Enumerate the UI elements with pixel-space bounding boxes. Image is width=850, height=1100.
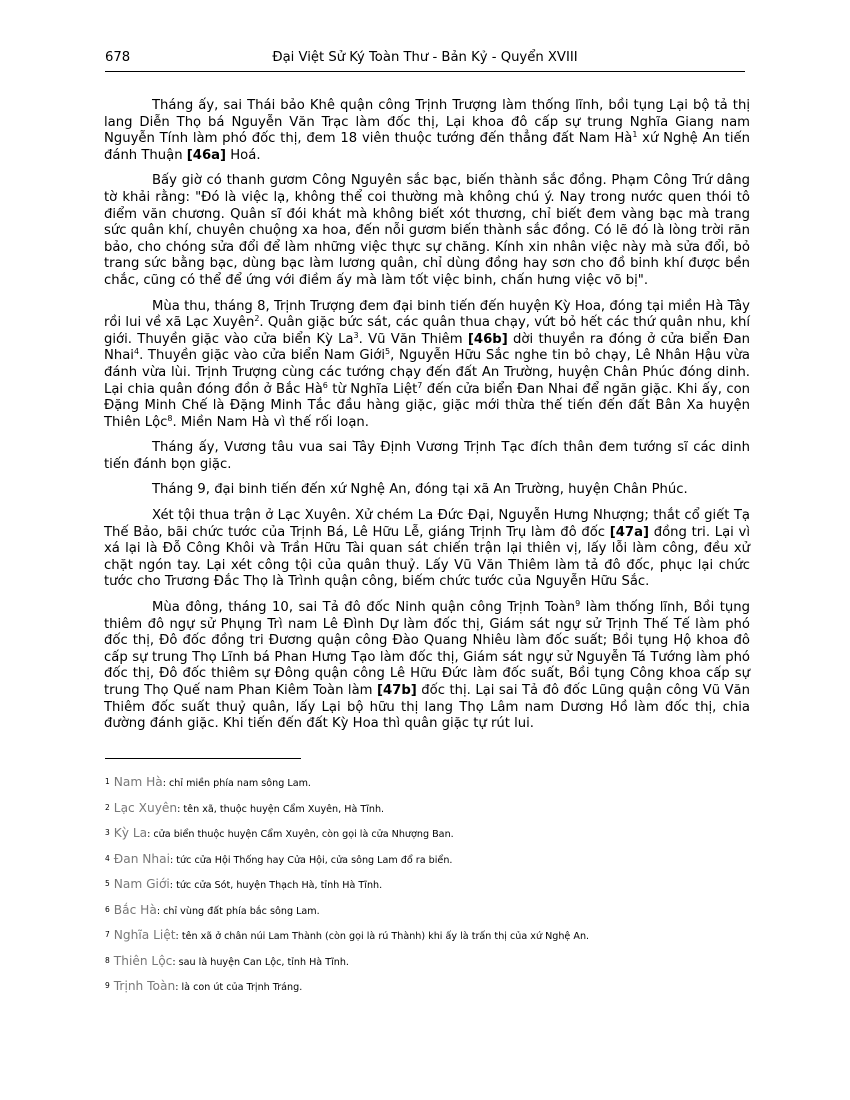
text-run: làm thống lĩnh, Bồi tụng thiêm đô ngự sử Phụng Trì nam Lê Đình Dự làm đốc thị, Giám sát ngự sử Trịnh Thế Tế làm phó đốc thị, Đô đốc đồng tri Đương quận công Đào Quang Nhiêu làm đốc suất; Bồi tụng Hộ khoa đô cấp sự trung Thọ Lĩnh bá Phan Hưng Tạo làm đốc thị, Giám sát ngự sử Nguyễn Tá Tướng làm phó đốc thị, Đô đốc thiêm sự Đông quận công Lê Hữu Đức làm đốc suất, Bồi tụng Công khoa cấp sự trung Thọ Quế nam Phan Kiêm Toàn làm [104,600,750,698]
paragraph: Tháng 9, đại binh tiến đến xứ Nghệ An, đóng tại xã An Trường, huyện Chân Phúc. [152,482,688,498]
footnote-term: Nam Hà [113,775,163,789]
footnote [105,775,745,801]
footnote [105,877,745,903]
text-run: Hoá. [226,147,261,163]
footnote-term: Thiên Lộc [113,953,173,968]
text-run: , Nguyễn Hữu Sắc nghe tin bỏ chạy, Lê Nhân Hậu vừa đánh vừa lùi. Trịnh Trượng cùng các tướng chạy đến đất An Trường, huyện Chân Phúc đóng dinh. Lại chia quân đóng đồn ở Bắc Hà [104,348,750,397]
footnote-number: 3 [105,828,110,837]
footnote-definition: : cửa biển thuộc huyện Cẩm Xuyên, còn gọi là cửa Nhượng Ban. [147,829,454,840]
footnote-number: 8 [105,955,110,965]
footnote-definition: : sau là huyện Can Lộc, tỉnh Hà Tĩnh. [172,956,349,968]
footnote-definition: : tên xã, thuộc huyện Cẩm Xuyên, Hà Tĩnh. [177,803,385,815]
paragraph: Tháng ấy, Vương tâu vua sai Tây Định Vương Trịnh Tạc đích thân đem tướng sĩ các dinh tiến đánh bọn giặc. [104,440,750,472]
page-reference: [47a] [609,524,650,540]
footnote-ref: 7 [417,380,423,390]
footnote-ref: 4 [133,347,140,357]
paragraph [104,600,750,733]
footnote-definition: : là con út của Trịnh Tráng. [175,982,303,993]
footnote-number: 1 [105,777,110,786]
footnote-term: Trịnh Toàn [113,979,176,993]
footnote-ref: 6 [322,380,328,390]
footnote-ref: 3 [353,330,359,340]
footnote [105,954,745,980]
page-header [105,49,745,72]
text-run: Mùa thu, tháng 8, Trịnh Trượng đem đại binh tiến đến huyện Kỳ Hoa, đóng tại miền Hà Tây rồi lui về xã Lạc Xuyên [104,298,750,331]
page-reference: [46b] [467,331,508,347]
paragraph [104,508,750,591]
paragraph [104,98,750,164]
footnote-number: 6 [105,904,110,914]
footnote-ref: 8 [167,413,173,423]
footnote-ref: 9 [575,599,581,609]
text-run: đốc thị. Lại sai Tả đô đốc Lũng quận công Vũ Văn Thiêm đốc suất thuỷ quân, lấy Lại bộ hữu thị lang Thọ Lâm nam Dương Hồ làm đốc thị, chia đường đánh giặc. Khi tiến đến đất Kỳ Hoa thì quân giặc tự rút lui. [104,683,750,732]
footnote-number: 5 [105,879,110,888]
footnote-term: Nghĩa Liệt [113,928,176,942]
footnote [105,826,745,852]
text-run: . Thuyền giặc vào cửa biển Nam Giới [139,348,385,364]
text-run: Mùa đông, tháng 10, sai Tả đô đốc Ninh quận công Trịnh Toàn [152,600,576,616]
text-run: xứ Nghệ An tiến đánh Thuận [104,131,750,163]
footnote [105,928,745,954]
footnote-number: 9 [105,981,110,990]
text-run: . Miền Nam Hà vì thế rối loạn. [172,414,369,430]
footnote-term: Đan Nhai [113,851,170,866]
footnote-ref: 2 [254,314,260,324]
footnote-term: Nam Giới [113,877,170,891]
footnote-ref: 5 [385,347,391,357]
footnote-separator [105,758,301,759]
running-title: Đại Việt Sử Ký Toàn Thư - Bản Kỷ - Quyển XVIII [272,50,578,65]
text-run: đến cửa biển Đan Nhai để ngăn giặc. Khi ấy, con Đặng Minh Chế là Đặng Minh Tắc đầu hàng giặc, giặc mới thừa thế tiến đến đất Bân Xa huyện Thiên Lộc [104,381,750,430]
footnote [105,979,745,1005]
footnote [105,903,745,929]
footnote-number: 2 [105,802,110,812]
text-run: Tháng ấy, sai Thái bảo Khê quận công Trịnh Trượng làm thống lĩnh, bồi tụng Lại bộ tả thị lang Diễn Thọ bá Nguyễn Văn Trạc làm đốc thị, Lại khoa đô cấp sự trung Nghĩa Giang nam Nguyễn Tính làm phó đốc thị, đem 18 viên thuộc tướng đến thẳng đất Nam Hà [104,98,750,147]
paragraph [104,299,750,432]
footnote-term: Lạc Xuyên [113,800,178,815]
footnote [105,852,745,878]
footnote-term: Bắc Hà [113,902,157,917]
text-run: dời thuyền ra đóng ở cửa biển Đan Nhai [104,331,751,364]
paragraph: Bấy giờ có thanh gươm Công Nguyên sắc bạc, biến thành sắc đồng. Phạm Công Trứ dâng tờ khải rằng: "Đó là việc lạ, không thể coi thường mà không chú ý. Nay trong nước quen thói tô điểm văn chương. Quân sĩ đói khát mà không biết xót thương, chỉ biết đem vàng bạc mà trang sức quân khí, chuyên chuộng xa hoa, đến nỗi gươm biến thành sắc đồng. Có lẽ đó là lòng trời răn bảo, cho chóng sửa đổi để làm những việc thực sự chăng. Kính xin nhân việc này mà sửa đổi, bỏ trang sức bằng bạc, dùng bạc làm lương quân, chỉ dùng đồng hay sơn cho đồ binh khí được bền chắc, cũng có thể để ứng với điềm ấy mà làm tốt việc binh, chấn hưng việc võ bị". [104,173,750,288]
footnote-term: Kỳ La [113,826,148,840]
text-run: đồng tri. Lại vì xá lại là Đỗ Công Khôi và Trần Hữu Tài quan sát chiến trận lại thiên vị, lấy lỗi làm công, đều xử chặt ngón tay. Lại xét công tội của quân thuỷ. Lấy Vũ Văn Thiêm làm tả đô đốc, phục lại chức tước cho Trương Đắc Thọ là Trình quận công, biếm chức tước của Nguyễn Hữu Sắc. [104,524,750,590]
text-run: . Vũ Văn Thiêm [358,331,468,347]
page-number: 678 [105,50,131,65]
text-run: từ Nghĩa Liệt [327,381,418,397]
footnote-definition: : chỉ vùng đất phía bắc sông Lam. [156,905,320,917]
body-text [104,98,750,742]
footnote-definition: : chỉ miền phía nam sông Lam. [162,778,311,789]
page-reference: [46a] [186,147,227,163]
footnote-definition: : tên xã ở chân núi Lam Thành (còn gọi là rú Thành) khi ấy là trấn thị của xứ Nghệ An. [175,931,590,942]
footnote-ref: 1 [632,130,638,140]
footnote-number: 7 [105,930,110,939]
footnote-number: 4 [105,853,110,863]
page-reference: [47b] [376,683,417,698]
text-run: Xét tội thua trận ở Lạc Xuyên. Xử chém La Đức Đại, Nguyễn Hưng Nhượng; thắt cổ giết Tạ Thế Bảo, bãi chức tước của Trịnh Bá, Lê Hữu Lễ, giáng Trịnh Trụ làm đô đốc [104,508,750,540]
footnote-definition: : tức cửa Sót, huyện Thạch Hà, tỉnh Hà Tĩnh. [169,880,383,891]
footnote-definition: : tức cửa Hội Thống hay Cửa Hội, cửa sông Lam đổ ra biển. [170,854,453,866]
footnotes [105,775,745,1005]
text-run: . Quân giặc bức sát, các quân thua chạy, vứt bỏ hết các thứ quân nhu, khí giới. Thuyền giặc vào cửa biển Kỳ La [104,315,751,347]
footnote [105,801,745,827]
